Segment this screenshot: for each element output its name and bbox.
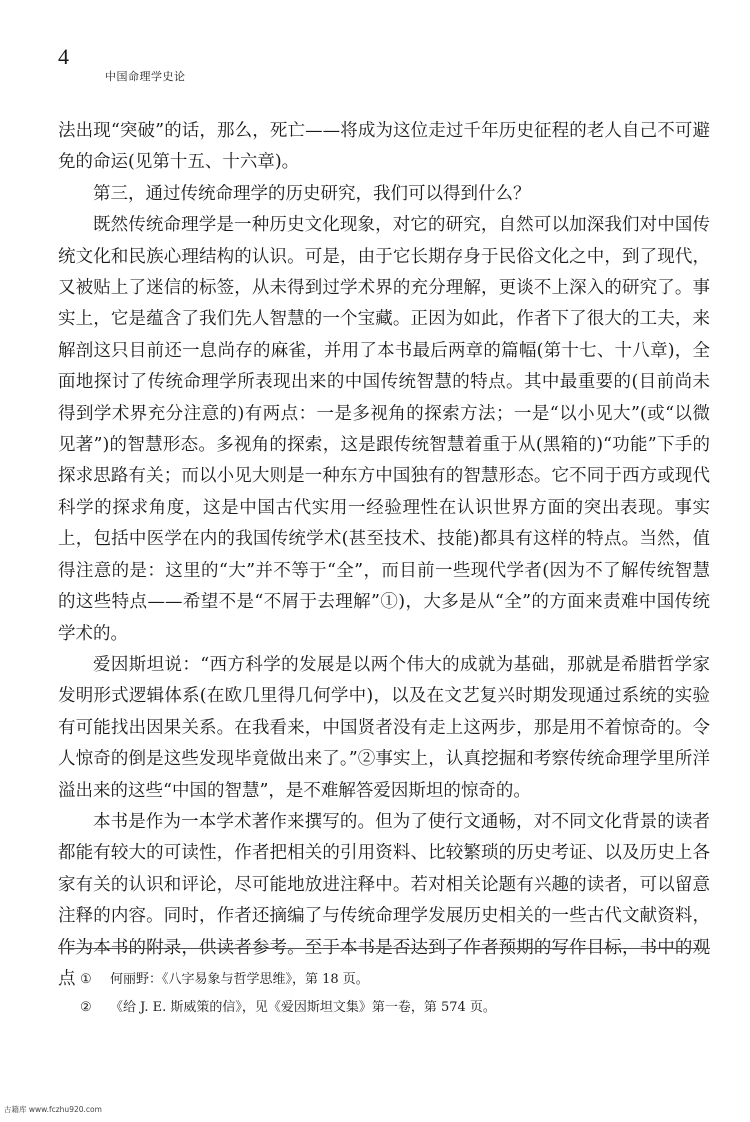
body-text [58,116,710,995]
paragraph: 爱因斯坦说：“西方科学的发展是以两个伟大的成就为基础，那就是希腊哲学家发明形式逻辑体系(在欧几里得几何学中)，以及在文艺复兴时期发现通过系统的实验有可能找出因果关系。在我看来，中国贤者没有走上这两步，那是用不着惊奇的。令人惊奇的倒是这些发现毕竟做出来了。”②事实上，认真挖掘和考察传统命理学里所洋溢出来的这些“中国的智慧”，是不难解答爱因斯坦的惊奇的。 [58,654,710,801]
footnote-mark: ② [80,1000,92,1015]
footnotes [80,966,700,1022]
paragraph: 本书是作为一本学术著作来撰写的。但为了使行文通畅，对不同文化背景的读者都能有较大的可读性，作者把相关的引用资料、比较繁琐的历史考证、以及历史上各家有关的认识和评论，尽可能地放进注释中。若对相关论题有兴趣的读者，可以留意注释的内容。同时，作者还摘编了与传统命理学发展历史相关的一些古代文献资料，作为本书的附录，供读者参考。至于本书是否达到了作者预期的写作目标，书中的观点 [58,811,710,989]
paragraph: 法出现“突破”的话，那么，死亡——将成为这位走过千年历史征程的老人自己不可避免的命运(见第十五、十六章)。 [58,121,710,173]
footnote-mark: ① [80,972,92,987]
footnote-text: 何丽野：《八字易象与哲学思维》，第 18 页。 [110,972,369,987]
footnote-text: 《给 J. E. 斯威策的信》，见《爱因斯坦文集》第一卷，第 574 页。 [110,1000,496,1015]
paragraph: 既然传统命理学是一种历史文化现象，对它的研究，自然可以加深我们对中国传统文化和民族心理结构的认识。可是，由于它长期存身于民俗文化之中，到了现代，又被贴上了迷信的标签，从未得到过学术界的充分理解，更谈不上深入的研究了。事实上，它是蕴含了我们先人智慧的一个宝藏。正因为如此，作者下了很大的工夫，来解剖这只目前还一息尚存的麻雀，并用了本书最后两章的篇幅(第十七、十八章)，全面地探讨了传统命理学所表现出来的中国传统智慧的特点。其中最重要的(目前尚未得到学术界充分注意的)有两点：一是多视角的探索方法；一是“以小见大”(或“以微见著”)的智慧形态。多视角的探索，这是跟传统智慧着重于从(黑箱的)“功能”下手的探求思路有关；而以小见大则是一种东方中国独有的智慧形态。它不同于西方或现代科学的探求角度，这是中国古代实用一经验理性在认识世界方面的突出表现。事实上，包括中医学在内的我国传统学术(甚至技术、技能)都具有这样的特点。当然，值得注意的是：这里的“大”并不等于“全”，而目前一些现代学者(因为不了解传统智慧的这些特点——希望不是“不屑于去理解”①)，大多是从“全”的方面来责难中国传统学术的。 [58,215,710,644]
running-header: 中国命理学史论 [105,70,186,83]
watermark: 古籍库 www.fczhu920.com [4,1105,102,1114]
page-number: 4 [58,44,69,69]
footnote-divider [58,948,710,949]
footnote [80,966,700,994]
paragraph: 第三，通过传统命理学的历史研究，我们可以得到什么？ [93,183,531,204]
footnote [80,994,700,1022]
